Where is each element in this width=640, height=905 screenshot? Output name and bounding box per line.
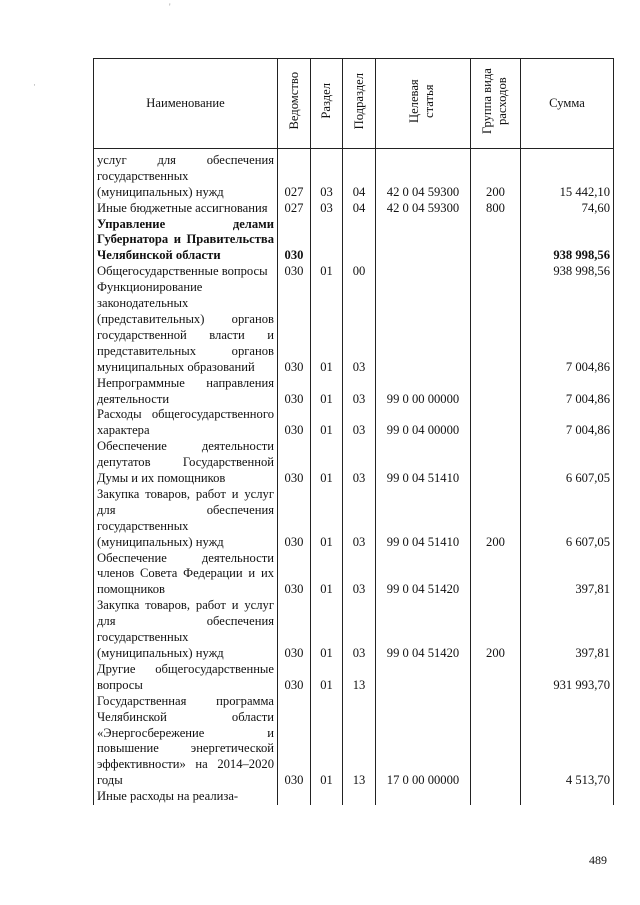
cell-amount: 931 993,70	[521, 662, 614, 694]
cell-group	[471, 662, 521, 694]
table-row	[94, 439, 614, 487]
cell-amount: 6 607,05	[521, 439, 614, 487]
cell-amount: 938 998,56	[521, 264, 614, 280]
cell-target	[376, 662, 471, 694]
scan-mark: '	[169, 2, 171, 12]
cell-target: 99 0 04 00000	[376, 407, 471, 439]
cell-target	[376, 264, 471, 280]
cell-name: Обеспечение деятельности депутатов Государственной Думы и их помощников	[94, 439, 278, 487]
cell-section: 01	[311, 694, 343, 789]
cell-amount: 6 607,05	[521, 487, 614, 551]
cell-amount: 397,81	[521, 551, 614, 599]
cell-section: 01	[311, 598, 343, 662]
cell-amount: 938 998,56	[521, 217, 614, 265]
cell-target: 99 0 00 00000	[376, 376, 471, 408]
cell-dept: 030	[278, 598, 311, 662]
cell-amount: 7 004,86	[521, 376, 614, 408]
header-dept: Ведомство	[278, 59, 311, 149]
table-row	[94, 280, 614, 375]
budget-table	[93, 58, 614, 805]
cell-dept: 030	[278, 407, 311, 439]
table-row	[94, 376, 614, 408]
cell-amount	[521, 789, 614, 805]
cell-name: Иные расходы на реализа-	[94, 789, 278, 805]
cell-subsection: 03	[343, 487, 376, 551]
cell-dept: 030	[278, 376, 311, 408]
cell-name: Государственная программа Челябинской области «Энергосбережение и повышение энергетической эффективности» на 2014–2020 годы	[94, 694, 278, 789]
cell-name: Закупка товаров, работ и услуг для обеспечения государственных (муниципальных) нужд	[94, 487, 278, 551]
cell-name: Закупка товаров, работ и услуг для обеспечения государственных (муниципальных) нужд	[94, 598, 278, 662]
table-row	[94, 153, 614, 201]
cell-section: 03	[311, 201, 343, 217]
cell-dept: 030	[278, 662, 311, 694]
cell-group: 200	[471, 598, 521, 662]
cell-name: Другие общегосударственные вопросы	[94, 662, 278, 694]
cell-group	[471, 217, 521, 265]
cell-dept: 030	[278, 551, 311, 599]
cell-subsection: 13	[343, 662, 376, 694]
cell-section: 01	[311, 376, 343, 408]
cell-section: 01	[311, 280, 343, 375]
cell-target: 99 0 04 51410	[376, 487, 471, 551]
cell-target	[376, 280, 471, 375]
cell-section: 01	[311, 439, 343, 487]
cell-name: Непрограммные направления деятельности	[94, 376, 278, 408]
cell-subsection: 03	[343, 598, 376, 662]
cell-group	[471, 376, 521, 408]
cell-target: 42 0 04 59300	[376, 201, 471, 217]
table-row	[94, 694, 614, 789]
cell-section	[311, 217, 343, 265]
cell-dept: 030	[278, 487, 311, 551]
cell-section: 01	[311, 264, 343, 280]
cell-subsection: 03	[343, 551, 376, 599]
cell-amount: 397,81	[521, 598, 614, 662]
table-row	[94, 551, 614, 599]
cell-section: 01	[311, 407, 343, 439]
cell-subsection: 03	[343, 280, 376, 375]
cell-target	[376, 789, 471, 805]
header-expense-group: Группа вида расходов	[471, 59, 521, 149]
cell-group: 200	[471, 153, 521, 201]
cell-subsection: 03	[343, 376, 376, 408]
cell-group	[471, 694, 521, 789]
cell-section: 01	[311, 662, 343, 694]
page-number: 489	[589, 853, 607, 867]
table-row	[94, 264, 614, 280]
cell-target: 42 0 04 59300	[376, 153, 471, 201]
cell-dept: 027	[278, 153, 311, 201]
cell-dept: 030	[278, 264, 311, 280]
table-row	[94, 407, 614, 439]
header-amount: Сумма	[521, 59, 614, 149]
table-header	[94, 59, 614, 149]
cell-name: Общегосударственные вопросы	[94, 264, 278, 280]
cell-name: Расходы общегосударственного характера	[94, 407, 278, 439]
scan-mark: ·	[33, 80, 36, 90]
cell-section: 01	[311, 487, 343, 551]
cell-subsection: 13	[343, 694, 376, 789]
cell-amount: 15 442,10	[521, 153, 614, 201]
cell-section: 03	[311, 153, 343, 201]
cell-name: Обеспечение деятельности членов Совета Федерации и их помощников	[94, 551, 278, 599]
header-name: Наименование	[94, 59, 278, 149]
table-row	[94, 217, 614, 265]
cell-subsection: 04	[343, 153, 376, 201]
cell-group	[471, 439, 521, 487]
header-section: Раздел	[311, 59, 343, 149]
table-body	[94, 148, 614, 805]
cell-dept: 030	[278, 694, 311, 789]
cell-name: Управление делами Губернатора и Правительства Челябинской области	[94, 217, 278, 265]
header-target: Целевая статья	[376, 59, 471, 149]
cell-target: 17 0 00 00000	[376, 694, 471, 789]
cell-group: 200	[471, 487, 521, 551]
cell-amount: 7 004,86	[521, 407, 614, 439]
cell-dept	[278, 789, 311, 805]
cell-subsection: 03	[343, 407, 376, 439]
cell-section	[311, 789, 343, 805]
table-row	[94, 598, 614, 662]
cell-name: Иные бюджетные ассигнования	[94, 201, 278, 217]
header-subsection: Подраздел	[343, 59, 376, 149]
table-row	[94, 662, 614, 694]
cell-target: 99 0 04 51410	[376, 439, 471, 487]
table-row	[94, 201, 614, 217]
cell-dept: 027	[278, 201, 311, 217]
cell-target: 99 0 04 51420	[376, 598, 471, 662]
cell-subsection	[343, 789, 376, 805]
cell-amount: 4 513,70	[521, 694, 614, 789]
cell-amount: 74,60	[521, 201, 614, 217]
cell-name: Функционирование законодательных (представительных) органов государственной власти и представительных органов муниципальных образований	[94, 280, 278, 375]
cell-target	[376, 217, 471, 265]
table-row	[94, 789, 614, 805]
cell-amount: 7 004,86	[521, 280, 614, 375]
cell-subsection: 00	[343, 264, 376, 280]
cell-group	[471, 551, 521, 599]
cell-subsection: 03	[343, 439, 376, 487]
cell-dept: 030	[278, 439, 311, 487]
cell-group	[471, 789, 521, 805]
cell-name: услуг для обеспечения государственных (муниципальных) нужд	[94, 153, 278, 201]
cell-group	[471, 264, 521, 280]
table-row	[94, 487, 614, 551]
cell-target: 99 0 04 51420	[376, 551, 471, 599]
cell-dept: 030	[278, 280, 311, 375]
cell-subsection	[343, 217, 376, 265]
cell-group: 800	[471, 201, 521, 217]
cell-group	[471, 280, 521, 375]
cell-group	[471, 407, 521, 439]
cell-dept: 030	[278, 217, 311, 265]
cell-section: 01	[311, 551, 343, 599]
cell-subsection: 04	[343, 201, 376, 217]
